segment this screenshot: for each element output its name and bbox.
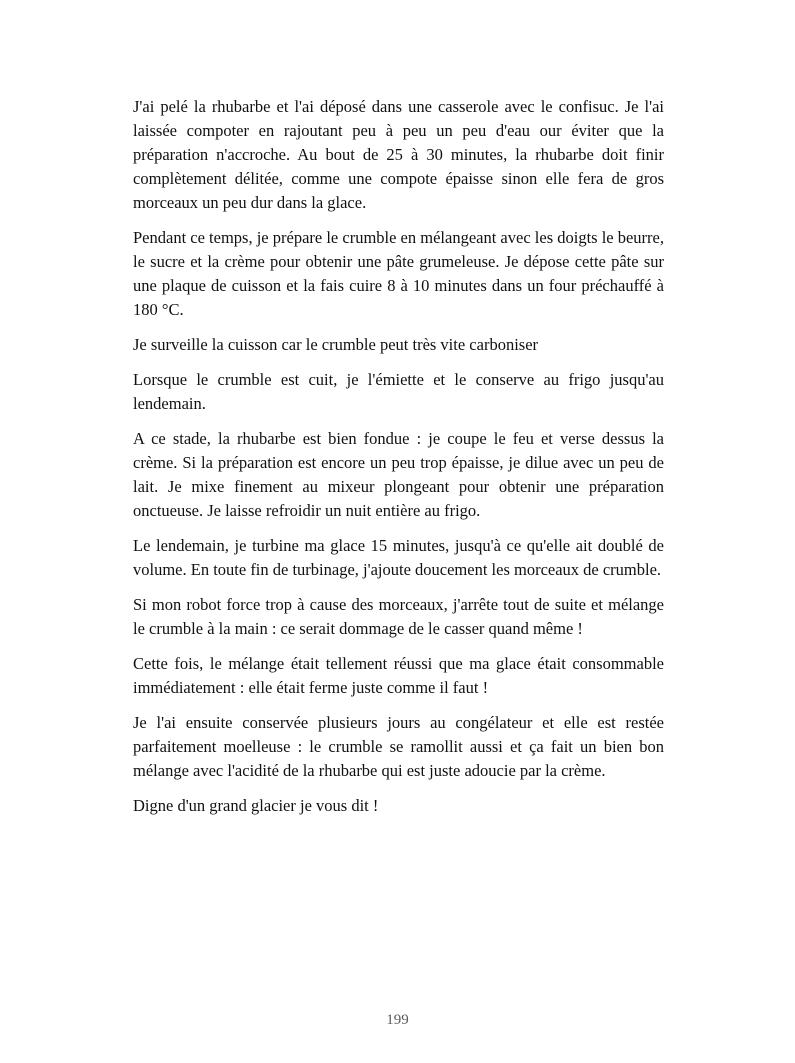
paragraph: Si mon robot force trop à cause des morceaux, j'arrête tout de suite et mélange le crumble à la main : ce serait dommage de le casser quand même ! <box>133 595 664 638</box>
page-number: 199 <box>386 1012 409 1028</box>
paragraph: J'ai pelé la rhubarbe et l'ai déposé dans une casserole avec le confisuc. Je l'ai laissée compoter en rajoutant peu à peu un peu d'eau our éviter que la préparation n'accroche. Au bout de 25 à 30 minutes, la rhubarbe doit finir complètement délitée, comme une compote épaisse sinon elle fera de gros morceaux un peu dur dans la glace. <box>133 97 664 212</box>
paragraph: Digne d'un grand glacier je vous dit ! <box>133 796 379 815</box>
body-text <box>133 95 664 829</box>
paragraph: Lorsque le crumble est cuit, je l'émiette et le conserve au frigo jusqu'au lendemain. <box>133 370 664 413</box>
paragraph: A ce stade, la rhubarbe est bien fondue : je coupe le feu et verse dessus la crème. Si la préparation est encore un peu trop épaisse, je dilue avec un peu de lait. Je mixe finement au mixeur plongeant pour obtenir une préparation onctueuse. Je laisse refroidir un nuit entière au frigo. <box>133 429 664 520</box>
paragraph: Le lendemain, je turbine ma glace 15 minutes, jusqu'à ce qu'elle ait doublé de volume. En toute fin de turbinage, j'ajoute doucement les morceaux de crumble. <box>133 536 664 579</box>
paragraph: Je surveille la cuisson car le crumble peut très vite carboniser <box>133 335 539 354</box>
paragraph: Je l'ai ensuite conservée plusieurs jours au congélateur et elle est restée parfaitement moelleuse : le crumble se ramollit aussi et ça fait un bien bon mélange avec l'acidité de la rhubarbe qui est juste adoucie par la crème. <box>133 713 664 780</box>
paragraph: Pendant ce temps, je prépare le crumble en mélangeant avec les doigts le beurre, le sucre et la crème pour obtenir une pâte grumeleuse. Je dépose cette pâte sur une plaque de cuisson et la fais cuire 8 à 10 minutes dans un four préchauffé à 180 °C. <box>133 228 664 319</box>
paragraph: Cette fois, le mélange était tellement réussi que ma glace était consommable immédiatement : elle était ferme juste comme il faut ! <box>133 654 664 697</box>
